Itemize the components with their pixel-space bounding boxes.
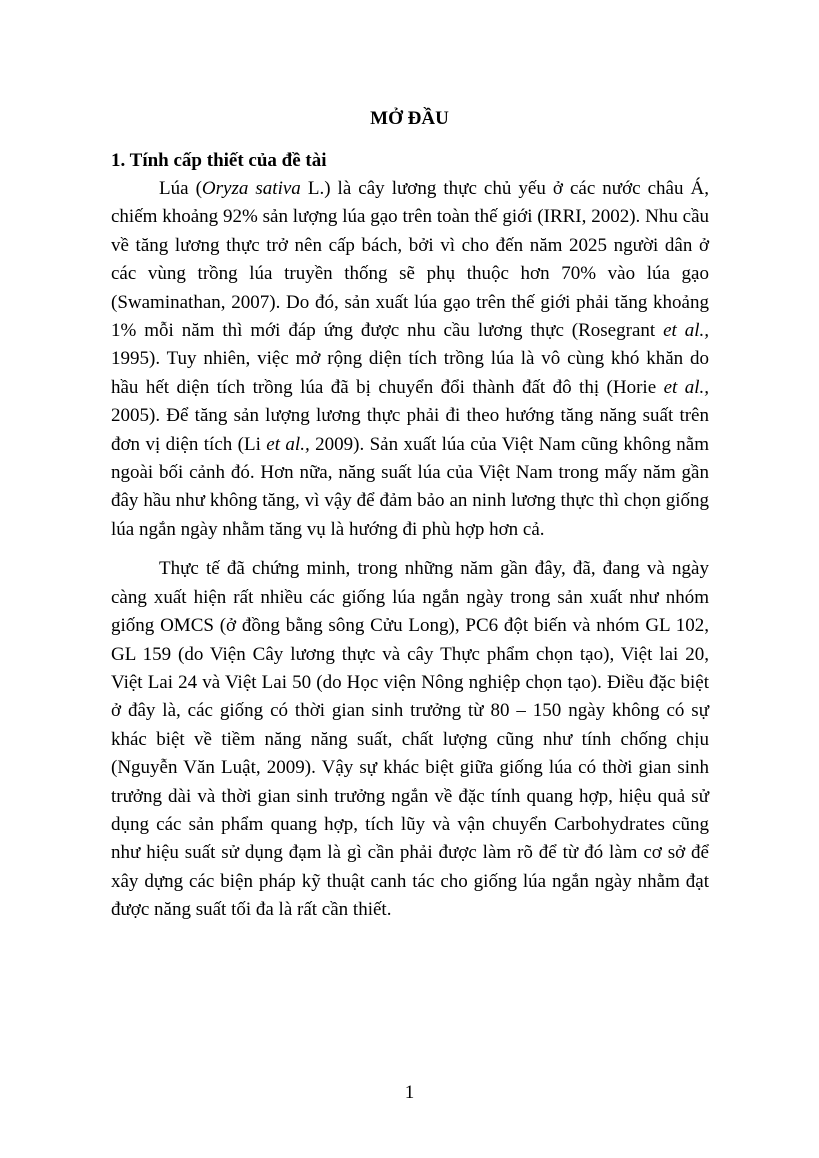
paragraph-1-text: 1995). Tuy nhiên, việc mở rộng diện tích trồng lúa là vô cùng khó khăn do hầu hết diện tích trồng lúa đã bị chuyển đổi thành đất đô thị (Horie (111, 348, 709, 398)
page-title: MỞ ĐẦU (370, 108, 449, 129)
paragraph-1-text: 2009). Sản xuất lúa của Việt Nam cũng không nằm ngoài bối cảnh đó. Hơn nữa, năng suất lúa của Việt Nam trong mấy năm gần đây hầu như không tăng, vì vậy để đảm bảo an ninh lương thực thì chọn giống lúa ngắn ngày nhằm tăng vụ là hướng đi phù hợp hơn cả. (111, 433, 709, 540)
citation-et-al: et al., (663, 376, 710, 398)
species-name: Oryza sativa (201, 178, 301, 199)
citation-et-al: et al., (266, 433, 310, 455)
paragraph-2: Thực tế đã chứng minh, trong những năm gần đây, đã, đang và ngày càng xuất hiện rất nhiều các giống lúa ngắn ngày trong sản xuất như nhóm giống OMCS (ở đồng bằng sông Cửu Long), PC6 đột biến và nhóm GL 102, GL 159 (do Viện Cây lương thực và cây Thực phẩm chọn tạo), Việt lai 20, Việt Lai 24 và Việt Lai 50 (do Học viện Nông nghiệp chọn tạo). Điều đặc biệt ở đây là, các giống có thời gian sinh trưởng từ 80 – 150 ngày không có sự khác biệt về tiềm năng năng suất, chất lượng cũng như tính chống chịu (Nguyễn Văn Luật, 2009). Vậy sự khác biệt giữa giống lúa có thời gian sinh trưởng dài và thời gian sinh trưởng ngắn về đặc tính quang hợp, hiệu quả sử dụng các sản phẩm quang hợp, tích lũy và vận chuyển Carbohydrates cũng như hiệu suất sử dụng đạm là gì cần phải được làm rõ để từ đó làm cơ sở để xây dựng các biện pháp kỹ thuật canh tác cho giống lúa ngắn ngày nhằm đạt được năng suất tối đa là rất cần thiết. (111, 558, 709, 921)
body-text (111, 175, 709, 925)
paragraph-1-text: Lúa ( (159, 178, 202, 199)
paragraph-1-text: 2005). Để tăng sản lượng lương thực phải đi theo hướng tăng năng suất trên đơn vị diện tích (Li (111, 405, 709, 455)
paragraph-1 (111, 175, 709, 544)
citation-et-al: et al., (663, 320, 709, 342)
section-heading: 1. Tính cấp thiết của đề tài (111, 150, 327, 171)
paragraph-1-text: L.) là cây lương thực chủ yếu ở các nước châu Á, chiếm khoảng 92% sản lượng lúa gạo trên toàn thế giới (IRRI, 2002). Nhu cầu về tăng lương thực trở nên cấp bách, bởi vì cho đến năm 2025 người dân ở các vùng trồng lúa truyền thống sẽ phụ thuộc hơn 70% vào lúa gạo (Swaminathan, 2007). Do đó, sản xuất lúa gạo trên thế giới phải tăng khoảng 1% mỗi năm thì mới đáp ứng được nhu cầu lương thực (Rosegrant (111, 178, 710, 342)
page-number: 1 (404, 1082, 415, 1103)
